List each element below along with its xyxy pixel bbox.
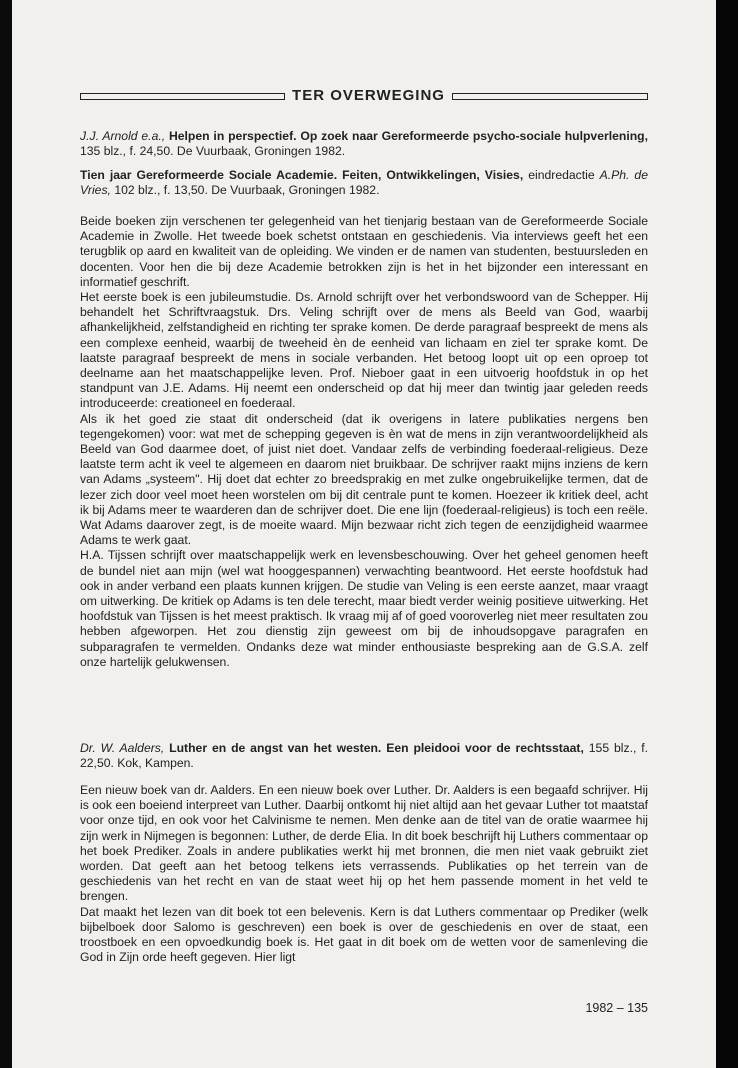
entry-author: Dr. W. Aalders, (80, 741, 165, 755)
paragraph: Als ik het goed zie staat dit onderscheid (dat ik overigens in latere publikaties nergens ben tegengekomen) voor: wat met de schepping gegeven is èn wat de mens in zijn verantwoordelijkheid als Beeld van God daarmee doet, of juist niet doet. Vandaar zelfs de verbinding foederaal-religieus. Deze laatste term acht ik veel te algemeen en daarom niet bruikbaar. De schrijver raakt mijns inziens de kern van Adams „systeem". Hij doet dat echter zo breedsprakig en met zulke ongebruikelijke termen, dat de lezer zich door veel moet heen worstelen om bij dit centrale punt te komen. Hoezeer ik kritiek deel, acht ik bij Adams meer te waarderen dan de schrijver doet. Die ene lijn (foederaal-religieus) is toch een reële. Wat Adams daarover zegt, is de moeite waard. Mijn bezwaar richt zich tegen de eenzijdigheid waarmee Adams te werk gaat. (80, 411, 648, 548)
entry-details: 102 blz., f. 13,50. De Vuurbaak, Groningen 1982. (114, 183, 380, 198)
heading-rule-right (452, 93, 648, 100)
paragraph: Het eerste boek is een jubileumstudie. Ds. Arnold schrijft over het verbondswoord van de Schepper. Hij behandelt het Schriftvraagstuk. Drs. Veling schrijft over de mens als Beeld van God, waarbij afhankelijkheid, zelfstandigheid en richting ter sprake komen. De derde paragraaf bespreekt de mens als een complexe eenheid, waarbij de tweeheid èn de eenheid van lichaam en ziel ter sprake komt. De laatste paragraaf bespreekt de mens in sociale verbanden. Het betoog loopt uit op een oproep tot deelname aan het maatschappelijke leven. Prof. Nieboer gaat in een uitvoerig hoofdstuk in op het standpunt van J.E. Adams. Hij neemt een onderscheid op dat hij meer dan twintig jaar geleden reeds introduceerde: creationeel en foederaal. (80, 290, 648, 411)
entry-title: Tien jaar Gereformeerde Sociale Academie. Feiten, Ontwikkelingen, Visies, (80, 168, 524, 182)
review-2 (80, 783, 648, 965)
section-heading (80, 87, 648, 105)
review-1 (80, 214, 648, 670)
entry-editor-prefix: eindredactie (528, 168, 595, 182)
entry-title: Helpen in perspectief. Op zoek naar Gereformeerde psycho-sociale hulpverlening, (168, 129, 648, 143)
section-title: TER OVERWEGING (292, 87, 445, 104)
scan-edge (716, 0, 738, 1068)
entry-author: J.J. Arnold e.a., (80, 129, 166, 143)
paragraph: Een nieuw boek van dr. Aalders. En een nieuw boek over Luther. Dr. Aalders is een begaafd schrijver. Hij is ook een boeiend interpreet van Luther. Daarbij ontkomt hij niet altijd aan het gevaar Luther tot maatstaf voor onze tijd, en ook voor het Calvinisme te nemen. Men denke aan de titel van de oratie waarmee hij zijn werk in Nijmegen is begonnen: Luther, de derde Elia. In dit boek beschrijft hij Luthers commentaar op het boek Prediker. Zoals in andere publikaties werkt hij met bronnen, die men niet vaak gebruikt ziet worden. Dat geeft aan het betoog telkens iets verrassends. Publikaties op het terrein van de geschiedenis van het recht en van de staat weet hij op het hem passende moment in het veld te brengen. (80, 783, 648, 904)
paragraph: Dat maakt het lezen van dit boek tot een belevenis. Kern is dat Luthers commentaar op Prediker (welk bijbelboek door Salomo is geschreven) een boek is over de geschiedenis en over de staat, een troostboek en een opvoedkundig boek is. Het gaat in dit boek om de wetten voor de samenleving die God in Zijn orde heeft gegeven. Hier ligt (80, 904, 648, 965)
entry-editor: A.Ph. de Vries, (80, 168, 648, 198)
entry-details: 135 blz., f. 24,50. De Vuurbaak, Groningen 1982. (80, 144, 346, 159)
book-entry-3 (80, 741, 648, 771)
book-entry-1 (80, 129, 648, 159)
paragraph: H.A. Tijssen schrijft over maatschappelijk werk en levensbeschouwing. Over het geheel genomen heeft de bundel niet aan mijn (wel wat hooggespannen) verwachting beantwoord. Het eerste hoofdstuk had ook in ander verband een plaats kunnen krijgen. De studie van Veling is een eerste aanzet, maar vraagt om uitwerking. De kritiek op Adams is ten dele terecht, maar biedt verder weinig positieve uitwerking. Het hoofdstuk van Tijssen is het meest praktisch. Ik vraag mij af of goed vooroverleg niet meer resultaten zou hebben afgeworpen. Het zou dienstig zijn geweest om bij de inhoudsopgave paragrafen en subparagrafen te vermelden. Ondanks deze wat minder enthousiaste bespreking aan de G.S.A. zelf onze hartelijk gelukwensen. (80, 548, 648, 669)
page-number: 1982 – 135 (585, 1001, 648, 1015)
book-entry-2 (80, 168, 648, 198)
heading-rule-left (80, 93, 285, 100)
paragraph: Beide boeken zijn verschenen ter gelegenheid van het tienjarig bestaan van de Gereformeerde Sociale Academie in Zwolle. Het tweede boek schetst ontstaan en geschiedenis. Via interviews geeft het een terugblik op aard en kwaliteit van de opleiding. We vinden er de namen van studenten, bestuursleden en docenten. Voor hen die bij deze Academie betrokken zijn is het in het bijzonder een interessant en informatief geschrift. (80, 214, 648, 289)
entry-details: 155 blz., f. 22,50. Kok, Kampen. (80, 741, 648, 771)
entry-title: Luther en de angst van het westen. Een pleidooi voor de rechtsstaat, (169, 741, 584, 755)
